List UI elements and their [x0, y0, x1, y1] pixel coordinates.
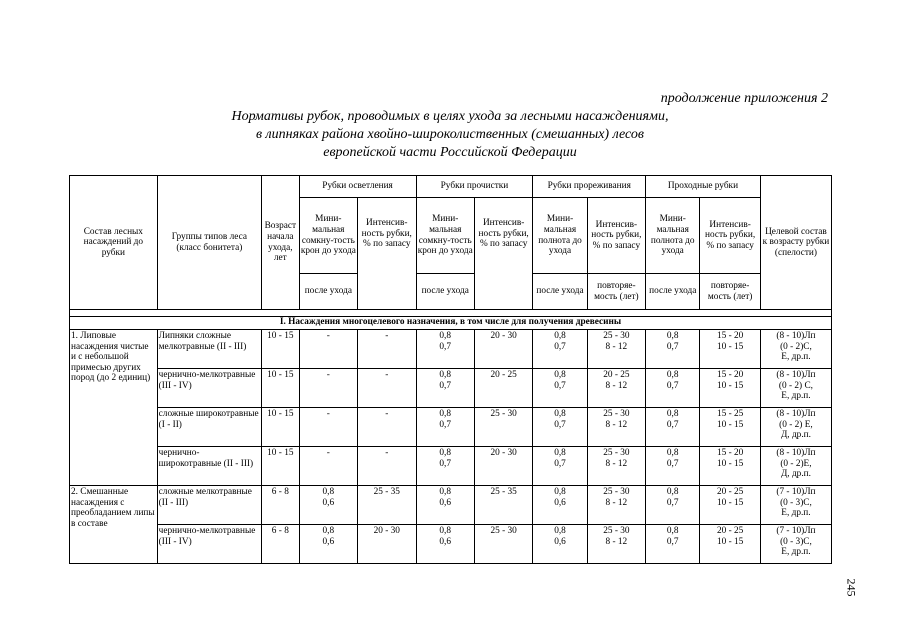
table-row — [70, 525, 832, 564]
cell-target: (8 - 10)Лп (0 - 2)Е, Д, др.п. — [760, 447, 831, 486]
cell-forest-type: сложные мелкотравные (II - III) — [157, 486, 261, 525]
cell-rz-min: 0,8 0,7 — [533, 330, 587, 369]
cell-forest-type: Липняки сложные мелкотравные (II - III) — [157, 330, 261, 369]
spacer-row — [70, 310, 832, 317]
cell-pr-min: 0,8 0,7 — [416, 330, 474, 369]
cell-ph-int: 20 - 25 10 - 15 — [700, 525, 761, 564]
cell-ph-min: 0,8 0,7 — [646, 369, 700, 408]
header-prorezh-int: Интенсив-ность рубки, % по запасу — [587, 198, 645, 274]
cell-rz-min: 0,8 0,6 — [533, 525, 587, 564]
cell-rz-min: 0,8 0,7 — [533, 447, 587, 486]
header-prohod-int: Интенсив-ность рубки, % по запасу — [700, 198, 761, 274]
cell-rz-min: 0,8 0,7 — [533, 369, 587, 408]
header-osv-after: после ухода — [299, 274, 357, 310]
cell-osv-int: - — [358, 369, 416, 408]
cell-age: 6 - 8 — [262, 486, 300, 525]
header-groups: Группы типов леса (класс бонитета) — [157, 176, 261, 310]
cell-osv-min: 0,8 0,6 — [299, 525, 357, 564]
header-osv-int: Интенсив-ность рубки, % по запасу — [358, 198, 416, 310]
header-prorezh-min: Мини-мальная полнота до ухода — [533, 198, 587, 274]
cell-osv-int: - — [358, 330, 416, 369]
cell-rz-int: 25 - 30 8 - 12 — [587, 486, 645, 525]
section-heading: I. Насаждения многоцелевого назначения, в том числе для получения древесины — [70, 317, 832, 330]
cell-osv-min: - — [299, 330, 357, 369]
cell-rz-int: 25 - 30 8 - 12 — [587, 525, 645, 564]
header-target: Целевой состав к возрасту рубки (спелости) — [760, 176, 831, 310]
cell-forest-type: чернично-мелкотравные (III - IV) — [157, 525, 261, 564]
cell-rz-min: 0,8 0,7 — [533, 408, 587, 447]
header-prorezh-repeat: повторяе-мость (лет) — [587, 274, 645, 310]
cell-age: 10 - 15 — [262, 330, 300, 369]
cell-target: (8 - 10)Лп (0 - 2) С, Е, др.п. — [760, 369, 831, 408]
cell-composition: 2. Смешанные насаждения с преобладанием липы в составе — [70, 486, 158, 564]
cell-age: 10 - 15 — [262, 447, 300, 486]
header-proch: Рубки прочистки — [416, 176, 533, 198]
cell-ph-int: 15 - 20 10 - 15 — [700, 369, 761, 408]
cell-osv-min: - — [299, 447, 357, 486]
cell-target: (7 - 10)Лп (0 - 3)С, Е, др.п. — [760, 525, 831, 564]
cell-pr-min: 0,8 0,6 — [416, 525, 474, 564]
header-prohod: Проходные рубки — [646, 176, 761, 198]
header-prorezh: Рубки прореживания — [533, 176, 646, 198]
cell-ph-int: 15 - 20 10 - 15 — [700, 330, 761, 369]
header-composition: Состав лесных насаждений до рубки — [70, 176, 158, 310]
cell-composition: 1. Липовые насаждения чистые и с небольшой примесью других пород (до 2 единиц) — [70, 330, 158, 486]
cell-target: (7 - 10)Лп (0 - 3)С, Е, др.п. — [760, 486, 831, 525]
cell-pr-int: 20 - 30 — [474, 330, 532, 369]
cell-pr-int: 25 - 30 — [474, 408, 532, 447]
cell-rz-int: 25 - 30 8 - 12 — [587, 330, 645, 369]
title-line-1: Нормативы рубок, проводимых в целях ухода за лесными насаждениями, — [231, 109, 669, 124]
header-osv: Рубки осветления — [299, 176, 416, 198]
title-line-3: европейской части Российской Федерации — [323, 145, 577, 160]
table-row — [70, 330, 832, 369]
cell-osv-min: 0,8 0,6 — [299, 486, 357, 525]
table-row — [70, 369, 832, 408]
header-proch-min: Мини-мальная сомкну-тость крон до ухода — [416, 198, 474, 274]
cell-osv-int: 20 - 30 — [358, 525, 416, 564]
norms-table — [69, 175, 832, 564]
page-number: 245 — [844, 578, 859, 597]
header-proch-int: Интенсив-ность рубки, % по запасу — [474, 198, 532, 310]
cell-osv-min: - — [299, 369, 357, 408]
cell-ph-min: 0,8 0,7 — [646, 486, 700, 525]
cell-osv-int: - — [358, 408, 416, 447]
cell-forest-type: сложные широкотравные (I - II) — [157, 408, 261, 447]
table-row — [70, 486, 832, 525]
table-row — [70, 408, 832, 447]
cell-osv-int: - — [358, 447, 416, 486]
cell-pr-min: 0,8 0,7 — [416, 447, 474, 486]
title-line-2: в липняках района хвойно-широколиственных (смешанных) лесов — [255, 127, 644, 142]
cell-osv-min: - — [299, 408, 357, 447]
cell-rz-int: 25 - 30 8 - 12 — [587, 408, 645, 447]
cell-forest-type: чернично-мелкотравные (III - IV) — [157, 369, 261, 408]
header-prohod-after: после ухода — [646, 274, 700, 310]
cell-ph-min: 0,8 0,7 — [646, 447, 700, 486]
header-age: Возраст начала ухода, лет — [262, 176, 300, 310]
cell-pr-int: 20 - 25 — [474, 369, 532, 408]
cell-rz-min: 0,8 0,6 — [533, 486, 587, 525]
cell-target: (8 - 10)Лп (0 - 2)С, Е, др.п. — [760, 330, 831, 369]
cell-pr-min: 0,8 0,6 — [416, 486, 474, 525]
cell-ph-int: 20 - 25 10 - 15 — [700, 486, 761, 525]
cell-ph-int: 15 - 20 10 - 15 — [700, 447, 761, 486]
header-osv-min: Мини-мальная сомкну-тость крон до ухода — [299, 198, 357, 274]
subtitle: продолжение приложения 2 — [660, 91, 828, 106]
cell-forest-type: чернично-широкотравные (II - III) — [157, 447, 261, 486]
cell-target: (8 - 10)Лп (0 - 2) Е, Д, др.п. — [760, 408, 831, 447]
cell-pr-int: 20 - 30 — [474, 447, 532, 486]
cell-ph-min: 0,8 0,7 — [646, 525, 700, 564]
cell-ph-int: 15 - 25 10 - 15 — [700, 408, 761, 447]
cell-pr-min: 0,8 0,7 — [416, 369, 474, 408]
cell-pr-int: 25 - 30 — [474, 525, 532, 564]
header-prorezh-after: после ухода — [533, 274, 587, 310]
cell-pr-min: 0,8 0,7 — [416, 408, 474, 447]
cell-age: 10 - 15 — [262, 369, 300, 408]
cell-osv-int: 25 - 35 — [358, 486, 416, 525]
header-prohod-repeat: повторяе-мость (лет) — [700, 274, 761, 310]
header-prohod-min: Мини-мальная полнота до ухода — [646, 198, 700, 274]
cell-rz-int: 20 - 25 8 - 12 — [587, 369, 645, 408]
cell-age: 6 - 8 — [262, 525, 300, 564]
cell-pr-int: 25 - 35 — [474, 486, 532, 525]
table-row — [70, 447, 832, 486]
cell-rz-int: 25 - 30 8 - 12 — [587, 447, 645, 486]
header-proch-after: после ухода — [416, 274, 474, 310]
cell-age: 10 - 15 — [262, 408, 300, 447]
cell-ph-min: 0,8 0,7 — [646, 408, 700, 447]
cell-ph-min: 0,8 0,7 — [646, 330, 700, 369]
